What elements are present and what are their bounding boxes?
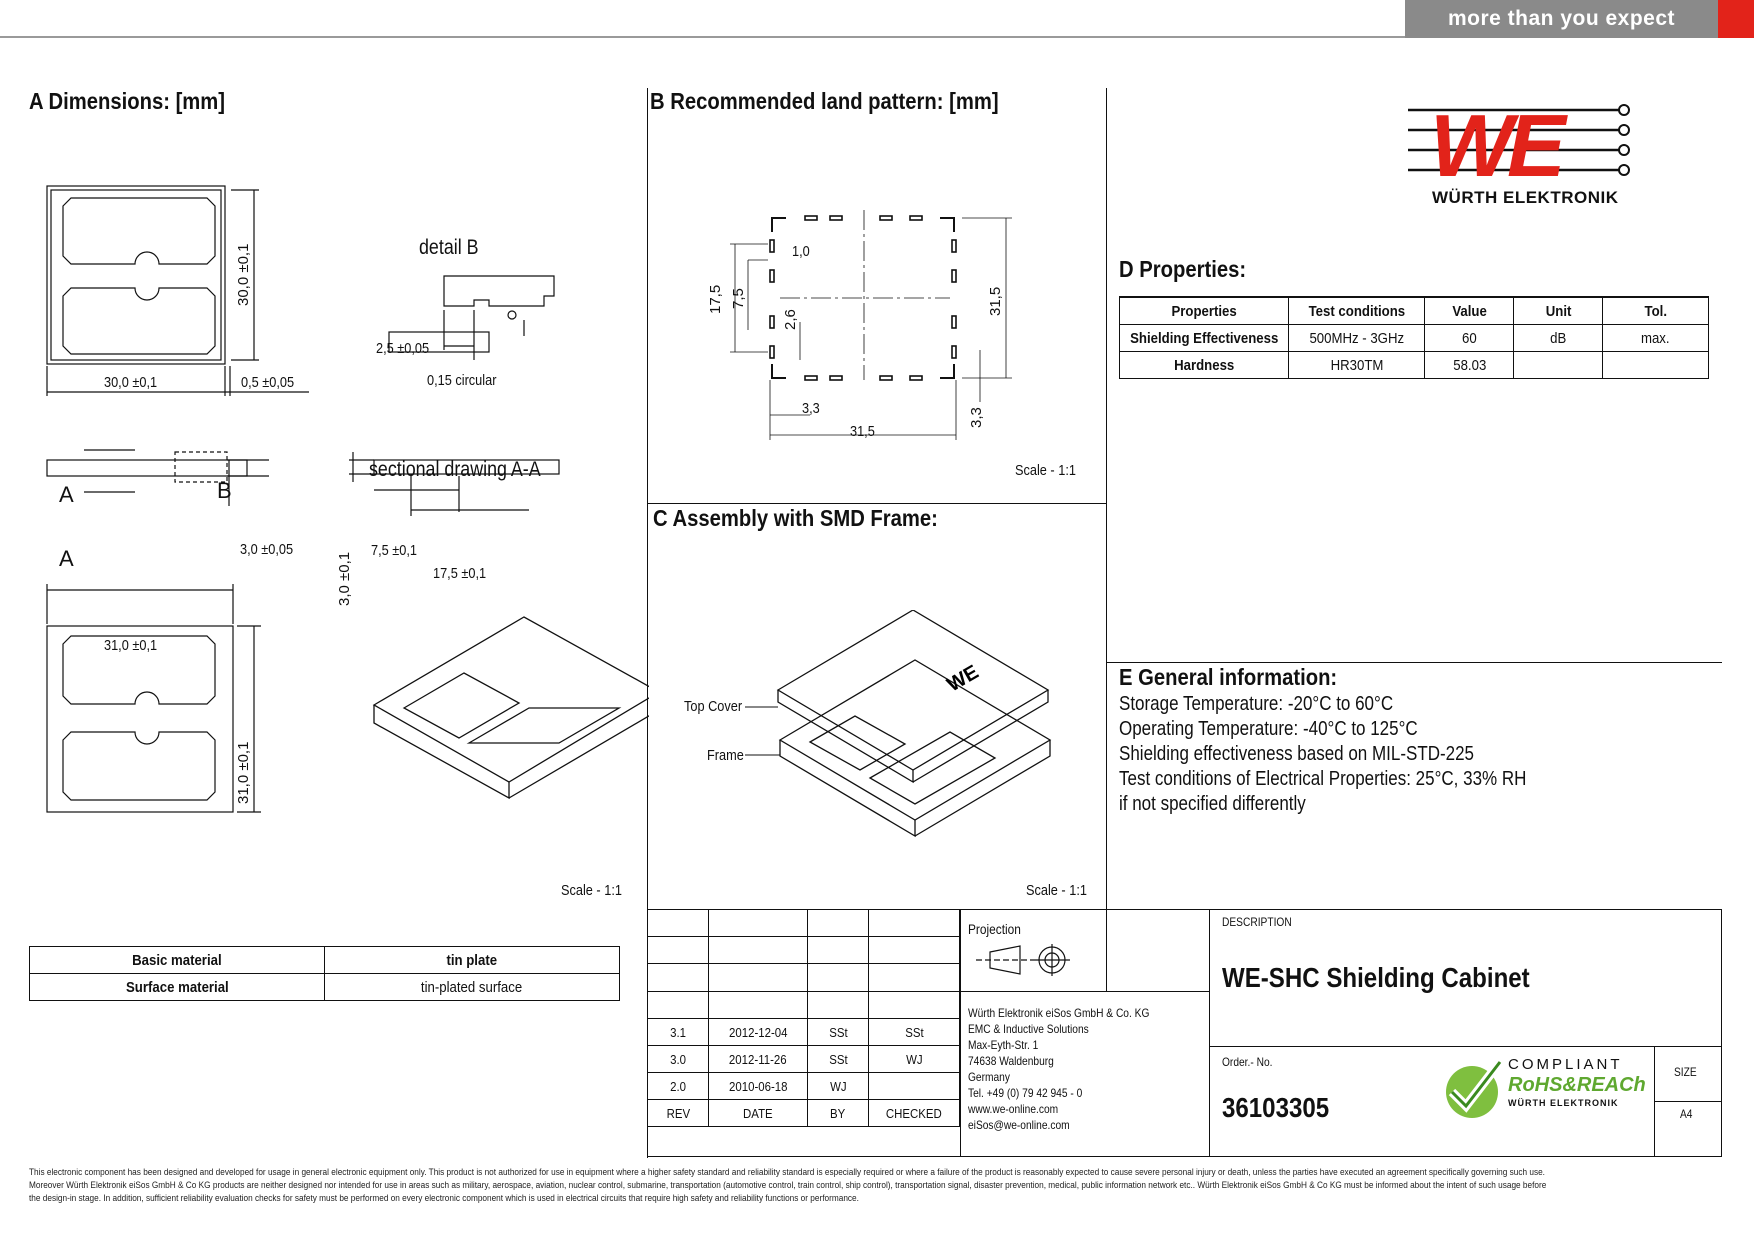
tb-divider [960,909,961,1157]
sectional-label: sectional drawing A-A [369,458,541,481]
tb-divider [1209,909,1210,1157]
divider-de [1106,662,1722,663]
tb-divider [960,991,1210,992]
cell: 500MHz - 3GHz [1309,329,1405,347]
rohs-sub-label: WÜRTH ELEKTRONIK [1508,1098,1619,1108]
revision-header-row [648,1100,960,1127]
col-tol: Tol. [1644,302,1667,320]
cell: max. [1641,329,1671,347]
revision-row [648,1073,960,1100]
revision-row [648,1019,960,1046]
checked: WJ [905,1051,923,1067]
section-b-scale: Scale - 1:1 [1015,462,1076,479]
wurth-logo-text: WÜRTH ELEKTRONIK [1432,188,1619,207]
dim-circular: 0,15 circular [427,372,497,389]
checked-header: CHECKED [886,1105,942,1121]
header-rule [0,36,1405,38]
dim-detail-w: 2,5 ±0,05 [376,340,430,357]
projection-label: Projection [968,921,1021,937]
marker-a-bottom: A [59,546,74,571]
dim-side-h: 3,0 ±0,05 [240,541,294,558]
address-line: 74638 Waldenburg [968,1054,1054,1068]
materials-table [29,946,620,1001]
website-link[interactable]: www.we-online.com [968,1102,1059,1116]
rev: 3.1 [670,1024,686,1040]
date: 2012-12-04 [728,1024,788,1040]
properties-table [1119,296,1709,379]
address-line: EMC & Inductive Solutions [968,1022,1089,1036]
rev-header: REV [666,1105,690,1121]
cell: 58.03 [1452,356,1486,374]
by: WJ [829,1078,847,1094]
projection-icon [972,940,1082,980]
land-dim-5: 31,5 [987,286,1004,316]
order-label: Order.- No. [1222,1055,1273,1069]
dim-sec-a: 7,5 ±0,1 [371,542,417,559]
info-line: Shielding effectiveness based on MIL-STD-225 [1119,743,1475,765]
section-d-title: D Properties: [1119,256,1247,282]
material-row [30,974,620,1001]
info-line: Operating Temperature: -40°C to 125°C [1119,718,1418,740]
cell: Hardness [1174,356,1235,374]
size-value: A4 [1680,1107,1693,1121]
rev: 3.0 [670,1051,686,1067]
cell: 60 [1462,329,1477,347]
disclaimer-line: This electronic component has been designed and developed for usage in general electronic equipment only. This product is not authorized for use in equipment where a higher safety standard and reliability standard is especially required or where a failure of the product is reasonably expected to cause severe personal injury or death, unless the parties have executed an agreement specifically governing such use. [29,1167,1545,1178]
col-unit: Unit [1545,302,1572,320]
marker-b: B [217,478,232,503]
section-c-scale: Scale - 1:1 [1026,882,1087,899]
product-description: WE-SHC Shielding Cabinet [1222,962,1530,993]
dim-width-bottom: 31,0 ±0,1 [104,637,158,654]
material-value: tin-plated surface [421,978,523,996]
frame-label: Frame [707,747,744,764]
material-row [30,947,620,974]
cell: Shielding Effectiveness [1130,329,1279,347]
revision-row [648,1046,960,1073]
rohs-check-icon [1436,1054,1516,1122]
col-test-conditions: Test conditions [1308,302,1406,320]
dim-width-top: 30,0 ±0,1 [104,374,158,391]
dim-height-top: 30,0 ±0,1 [235,243,252,306]
tb-divider [1654,1101,1722,1102]
rohs-label: RoHS&REACh [1508,1074,1646,1096]
tb-divider [1721,909,1722,1157]
dim-height-bottom: 31,0 ±0,1 [235,741,252,804]
tb-divider [1106,909,1107,992]
compliant-label: COMPLIANT [1508,1056,1623,1073]
info-line: Test conditions of Electrical Properties: 25°C, 33% RH [1119,768,1527,790]
general-info [1119,692,1598,817]
section-a-title: A Dimensions: [mm] [29,88,226,114]
table-row [1120,325,1709,352]
land-dim-6: 3,3 [802,400,820,417]
land-dim-8: 3,3 [968,407,985,428]
slogan-banner: more than you expect [1405,0,1718,38]
svg-text:WE: WE [1430,100,1560,195]
material-value: tin plate [446,951,498,969]
address-line: Germany [968,1070,1010,1084]
divider-bc [647,503,1107,504]
land-dim-2: 17,5 [707,284,724,314]
top-cover-label: Top Cover [684,698,743,715]
land-dim-7: 31,5 [850,423,875,440]
land-dim-3: 7,5 [730,288,747,309]
info-line: Storage Temperature: -20°C to 60°C [1119,693,1394,715]
section-e-title: E General information: [1119,664,1338,690]
assembly-drawing [680,610,1100,850]
by: SSt [828,1024,848,1040]
address-line: Tel. +49 (0) 79 42 945 - 0 [968,1086,1083,1100]
description-label: DESCRIPTION [1222,915,1292,929]
tb-bottom [647,1156,1722,1157]
material-label: Basic material [132,951,222,969]
info-line: if not specified differently [1119,793,1306,815]
by: SSt [828,1051,848,1067]
cell: HR30TM [1330,356,1384,374]
date: 2010-06-18 [728,1078,788,1094]
address-line: Max-Eyth-Str. 1 [968,1038,1039,1052]
by-header: BY [830,1105,846,1121]
table-row [1120,352,1709,379]
dim-edge: 0,5 ±0,05 [241,374,295,391]
divider-vertical-bd [1106,88,1107,910]
order-number: 36103305 [1222,1092,1330,1123]
dim-sec-b: 17,5 ±0,1 [433,565,487,582]
company-address [968,1005,1181,1133]
dim-sec-h: 3,0 ±0,1 [336,551,353,606]
email-link[interactable]: eiSos@we-online.com [968,1118,1070,1132]
disclaimer [29,1166,1719,1205]
tb-divider [1209,1046,1722,1047]
date-header: DATE [743,1105,773,1121]
properties-header-row [1120,297,1709,325]
brand-red-block [1718,0,1754,38]
land-dim-1: 1,0 [792,243,810,260]
land-dim-4: 2,6 [782,309,799,330]
dimensions-drawing [29,160,649,900]
svg-text:WE: WE [943,661,983,697]
cell: dB [1550,329,1567,347]
revision-table [647,909,960,1127]
detail-b-label: detail B [419,236,479,259]
col-properties: Properties [1171,302,1237,320]
section-a-scale: Scale - 1:1 [561,882,622,899]
section-c-title: C Assembly with SMD Frame: [653,505,938,531]
material-label: Surface material [125,978,229,996]
section-b-title: B Recommended land pattern: [mm] [650,88,999,114]
date: 2012-11-26 [729,1051,787,1067]
rev: 2.0 [670,1078,686,1094]
disclaimer-line: Moreover Würth Elektronik eiSos GmbH & Co KG products are neither designed nor intended for use in areas such as military, aerospace, aviation, nuclear control, submarine, transportation (automotive control, train control, ship control), transportation signal, disaster prevention, medical, public information network etc.. Würth Elektronik eiSos GmbH & Co KG must be informed about the intent of such usage before [29,1180,1547,1191]
col-value: Value [1452,302,1487,320]
size-label: SIZE [1674,1065,1697,1079]
disclaimer-line: the design-in stage. In addition, sufficient reliability evaluation checks for safety must be performed on every electronic component which is used in electrical circuits that require high safety and reliability functions or performance. [29,1193,859,1204]
address-line: Würth Elektronik eiSos GmbH & Co. KG [968,1006,1150,1020]
checked: SSt [904,1024,924,1040]
marker-a-top: A [59,482,74,507]
